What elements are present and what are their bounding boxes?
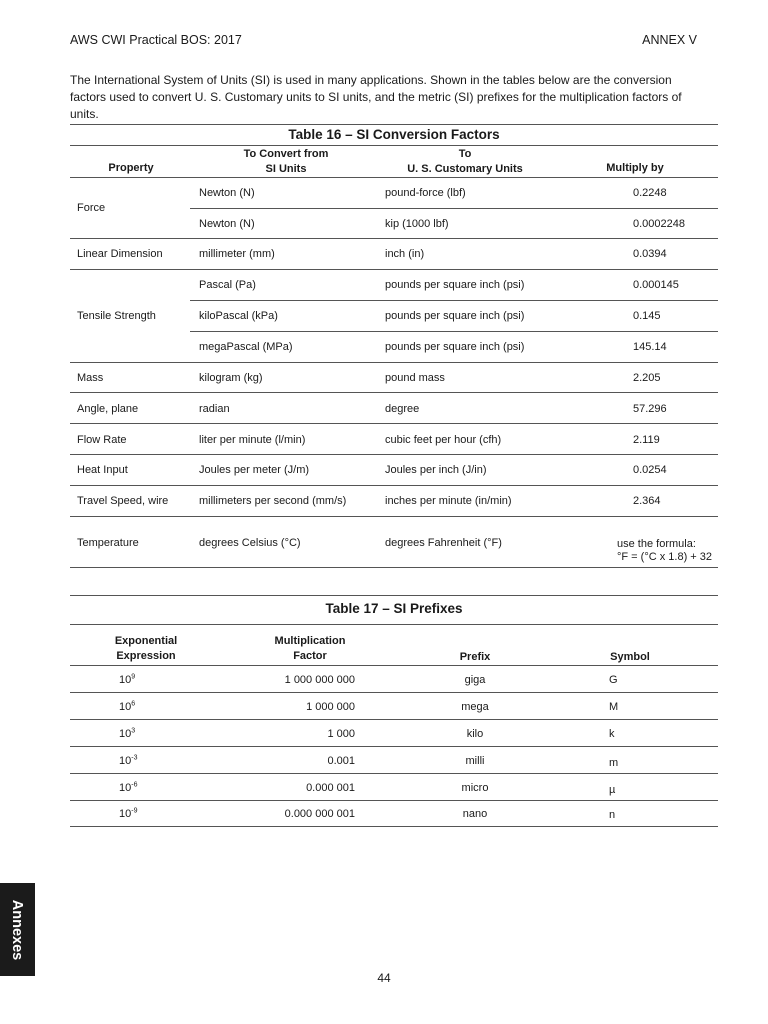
from-cell: millimeter (mm) <box>199 248 275 260</box>
to-cell: Joules per inch (J/in) <box>385 464 487 476</box>
property-temperature: Temperature <box>77 537 139 549</box>
running-header-annex: ANNEX V <box>642 33 697 47</box>
col-header-prefix: Prefix <box>459 651 491 663</box>
symbol-cell: M <box>609 701 619 713</box>
to-cell: pound mass <box>385 372 445 384</box>
col-header-to: To U. S. Customary Units <box>407 148 523 175</box>
from-cell: Pascal (Pa) <box>199 279 256 291</box>
from-cell: kiloPascal (kPa) <box>199 310 278 322</box>
to-cell: cubic feet per hour (cfh) <box>385 434 502 446</box>
property-heat-input: Heat Input <box>77 464 128 476</box>
table-rule <box>70 124 718 125</box>
symbol-cell: G <box>609 674 618 686</box>
running-header-title: AWS CWI Practical BOS: 2017 <box>70 33 242 47</box>
exponent-cell: $10^{-6}$ <box>119 781 138 794</box>
exponent-cell: $10^{-3}$ <box>119 754 138 767</box>
property-linear-dimension: Linear Dimension <box>77 248 163 260</box>
col-header-symbol: Symbol <box>610 651 650 663</box>
from-cell: radian <box>199 403 230 415</box>
property-flow-rate: Flow Rate <box>77 434 127 446</box>
prefix-cell: milli <box>465 755 485 767</box>
table-bottom-rule <box>70 826 718 827</box>
symbol-cell: n <box>609 809 616 821</box>
to-cell: inches per minute (in/min) <box>385 495 512 507</box>
intro-paragraph: The International System of Units (SI) is used in many applications. Shown in the tables below are the conversion factors used to convert U. S. Customary units to SI units, and the metric (SI) prefixes for the multiplication factors of units. <box>70 73 682 121</box>
property-travel-speed: Travel Speed, wire <box>77 495 169 507</box>
from-cell: millimeters per second (mm/s) <box>199 495 347 507</box>
table-16-caption: Table 16 – SI Conversion Factors <box>288 127 500 142</box>
to-cell: degrees Fahrenheit (°F) <box>385 537 502 549</box>
row-rule <box>70 423 718 424</box>
from-cell: Newton (N) <box>199 218 255 230</box>
prefix-cell: micro <box>461 782 489 794</box>
factor-cell: 57.296 <box>633 403 667 415</box>
row-rule <box>190 300 718 301</box>
factor-cell: 1 000 000 <box>306 701 355 713</box>
symbol-cell: k <box>609 728 615 740</box>
from-cell: liter per minute (l/min) <box>199 434 306 446</box>
col-header-property: Property <box>108 162 154 174</box>
exponent-cell: $10^6$ <box>119 700 136 713</box>
property-angle-plane: Angle, plane <box>77 403 139 415</box>
row-rule <box>70 362 718 363</box>
from-cell: Newton (N) <box>199 187 255 199</box>
table-rule <box>70 145 718 146</box>
col-header-multiplication: Multiplication Factor <box>274 635 346 662</box>
row-rule <box>190 331 718 332</box>
from-cell: megaPascal (MPa) <box>199 341 293 353</box>
factor-cell: 1 000 000 000 <box>284 674 355 686</box>
row-rule <box>190 208 718 209</box>
factor-cell: 0.0002248 <box>633 218 685 230</box>
row-rule <box>70 746 718 747</box>
symbol-cell: µ <box>609 784 616 796</box>
row-rule <box>70 392 718 393</box>
to-cell: kip (1000 lbf) <box>385 218 449 230</box>
property-tensile-strength: Tensile Strength <box>77 310 156 322</box>
row-rule <box>70 269 718 270</box>
prefix-cell: giga <box>464 674 486 686</box>
table-header-rule <box>70 177 718 178</box>
to-cell: pounds per square inch (psi) <box>385 279 525 291</box>
factor-cell: 0.0394 <box>633 248 667 260</box>
factor-cell: 0.000 001 <box>306 782 355 794</box>
factor-cell: 0.000145 <box>633 279 679 291</box>
factor-cell: 1 000 <box>327 728 355 740</box>
factor-cell: 0.0254 <box>633 464 667 476</box>
from-cell: degrees Celsius (°C) <box>199 537 301 549</box>
table-bottom-rule <box>70 567 718 568</box>
to-cell: pounds per square inch (psi) <box>385 310 525 322</box>
table-header-rule <box>70 665 718 666</box>
factor-cell: 2.364 <box>633 495 661 507</box>
formula-label: use the formula: <box>617 538 696 550</box>
factor-cell: 0.2248 <box>633 187 667 199</box>
exponent-cell: $10^{-9}$ <box>119 807 138 820</box>
exponent-cell: $10^9$ <box>119 673 136 686</box>
row-rule <box>70 773 718 774</box>
annexes-side-tab <box>0 883 35 976</box>
factor-cell: 145.14 <box>633 341 667 353</box>
property-force: Force <box>77 202 106 214</box>
from-cell: kilogram (kg) <box>199 372 263 384</box>
factor-cell: 0.000 000 001 <box>284 808 355 820</box>
prefix-cell: mega <box>461 701 489 713</box>
to-cell: inch (in) <box>385 248 425 260</box>
factor-cell: 2.119 <box>633 434 660 446</box>
row-rule <box>70 516 718 517</box>
row-rule <box>70 719 718 720</box>
row-rule <box>70 238 718 239</box>
symbol-cell: m <box>609 757 619 769</box>
table-rule <box>70 624 718 625</box>
formula-text: °F = (°C x 1.8) + 32 <box>617 551 712 563</box>
prefix-cell: kilo <box>466 728 484 740</box>
row-rule <box>70 485 718 486</box>
col-header-exponential: Exponential Expression <box>114 635 178 662</box>
col-header-from: To Convert from SI Units <box>243 148 329 175</box>
col-header-multiply: Multiply by <box>606 162 664 174</box>
to-cell: pound-force (lbf) <box>385 187 466 199</box>
from-cell: Joules per meter (J/m) <box>199 464 310 476</box>
factor-cell: 2.205 <box>633 372 661 384</box>
to-cell: pounds per square inch (psi) <box>385 341 525 353</box>
table-rule <box>70 595 718 596</box>
row-rule <box>70 800 718 801</box>
row-rule <box>70 692 718 693</box>
exponent-cell: $10^3$ <box>119 727 136 740</box>
page-number: 44 <box>377 971 391 985</box>
prefix-cell: nano <box>462 808 488 820</box>
property-mass: Mass <box>77 372 104 384</box>
factor-cell: 0.001 <box>327 755 355 767</box>
row-rule <box>70 454 718 455</box>
factor-cell: 0.145 <box>633 310 661 322</box>
table-17-caption: Table 17 – SI Prefixes <box>325 601 463 616</box>
annexes-tab-label: Annexes <box>9 899 26 960</box>
to-cell: degree <box>385 403 420 415</box>
